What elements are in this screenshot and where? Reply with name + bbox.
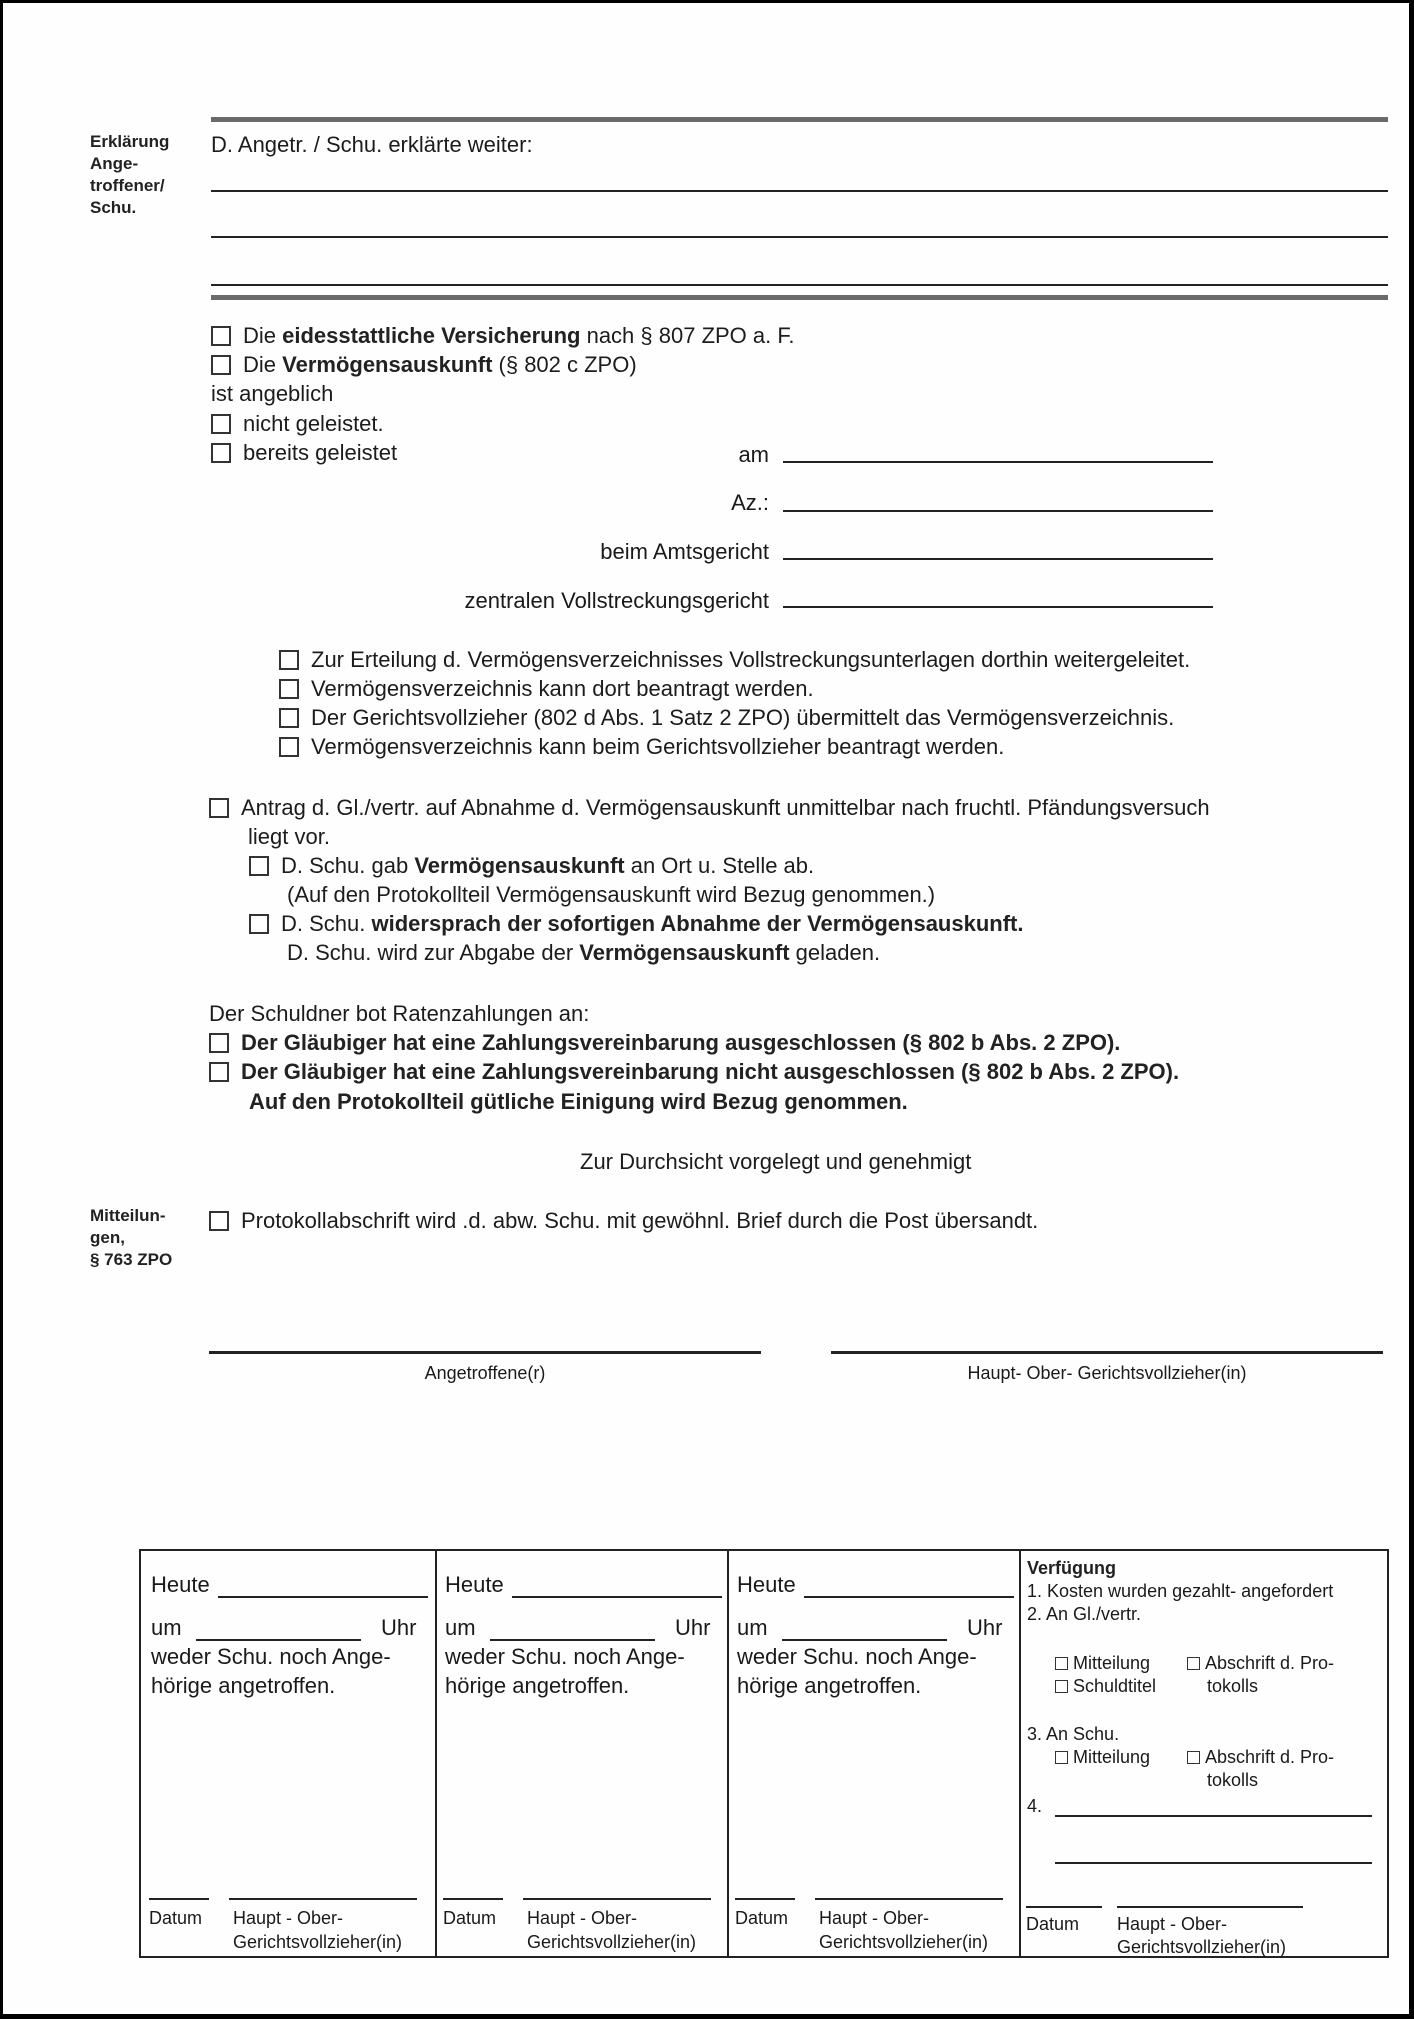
side-label-line: § 763 ZPO bbox=[90, 1250, 173, 1269]
option-text: Protokollabschrift wird .d. abw. Schu. mit gewöhnl. Brief durch die Post übersandt. bbox=[241, 1208, 1039, 1233]
verfuegung-item-4: 4. bbox=[1027, 1796, 1043, 1816]
option-zahlungsvereinbarung-nicht-ausgeschlossen[interactable] bbox=[209, 1059, 1179, 1085]
checkbox[interactable] bbox=[249, 856, 269, 876]
option-text: D. Schu. gab bbox=[281, 853, 415, 878]
raten-opt2-note: Auf den Protokollteil gütliche Einigung wird Bezug genommen. bbox=[249, 1089, 908, 1114]
option-text-bold: widersprach der sofortigen Abnahme der Vermögensauskunft. bbox=[371, 911, 1024, 936]
checkbox[interactable] bbox=[211, 326, 231, 346]
option-text: D. Schu. bbox=[281, 911, 372, 936]
visit-text-line2: hörige angetroffen. bbox=[737, 1673, 922, 1698]
amtsgericht-field[interactable] bbox=[783, 558, 1213, 560]
abschrift-schu-continuation: tokolls bbox=[1207, 1770, 1259, 1790]
option-mitteilung-gl[interactable] bbox=[1055, 1652, 1150, 1674]
sub-option[interactable] bbox=[279, 705, 1174, 731]
datum-label: Datum bbox=[149, 1908, 203, 1928]
section-bottom-rule bbox=[211, 295, 1388, 300]
datum-field[interactable] bbox=[149, 1898, 209, 1900]
az-field[interactable] bbox=[783, 510, 1213, 512]
option-text: Abschrift d. Pro- bbox=[1205, 1747, 1335, 1767]
option-text-bold: Der Gläubiger hat eine Zahlungsvereinbarung nicht ausgeschlossen (§ 802 b Abs. 2 ZPO). bbox=[241, 1059, 1180, 1084]
note-text: geladen. bbox=[789, 940, 881, 965]
am-field[interactable] bbox=[783, 461, 1213, 463]
sub-option[interactable] bbox=[279, 734, 1004, 760]
option-text: Schuldtitel bbox=[1073, 1676, 1157, 1696]
ist-angeblich-label: ist angeblich bbox=[211, 381, 334, 406]
statement-line-1[interactable] bbox=[211, 190, 1388, 192]
option-text: (§ 802 c ZPO) bbox=[492, 352, 637, 377]
checkbox[interactable] bbox=[209, 1211, 229, 1231]
checkbox[interactable] bbox=[209, 1062, 229, 1082]
option-abschrift-gl[interactable] bbox=[1187, 1652, 1334, 1674]
checkbox[interactable] bbox=[279, 679, 299, 699]
raten-heading: Der Schuldner bot Ratenzahlungen an: bbox=[209, 1001, 590, 1026]
option-text: Die bbox=[243, 323, 283, 348]
option-abschrift-schu[interactable] bbox=[1187, 1746, 1334, 1768]
antrag-opt1-note: (Auf den Protokollteil Vermögensauskunft wird Bezug genommen.) bbox=[287, 882, 936, 907]
checkbox[interactable] bbox=[1187, 1657, 1200, 1670]
checkbox[interactable] bbox=[209, 1033, 229, 1053]
az-label: Az.: bbox=[731, 490, 769, 515]
section-top-rule bbox=[211, 117, 1388, 122]
sub-option[interactable] bbox=[279, 676, 814, 702]
side-label-line: gen, bbox=[90, 1228, 125, 1247]
checkbox[interactable] bbox=[279, 708, 299, 728]
heute-label: Heute bbox=[151, 1572, 210, 1597]
uhr-field[interactable] bbox=[782, 1639, 947, 1641]
visit-text-line1: weder Schu. noch Ange- bbox=[445, 1644, 685, 1669]
uhr-field[interactable] bbox=[490, 1639, 655, 1641]
erklaerung-heading: D. Angetr. / Schu. erklärte weiter: bbox=[211, 132, 533, 157]
signature-field[interactable] bbox=[1117, 1906, 1303, 1908]
visit-table bbox=[139, 1549, 1389, 1958]
signature-label-1: Haupt - Ober- bbox=[819, 1908, 930, 1928]
signature-label-2: Gerichtsvollzieher(in) bbox=[819, 1932, 989, 1952]
heute-field[interactable] bbox=[804, 1596, 1014, 1598]
option-text: Vermögensverzeichnis kann dort beantragt werden. bbox=[311, 676, 814, 701]
signature-label-gerichtsvollzieher: Haupt- Ober- Gerichtsvollzieher(in) bbox=[967, 1363, 1247, 1383]
signature-label-1: Haupt - Ober- bbox=[233, 1908, 344, 1928]
vollstreckungsgericht-field[interactable] bbox=[783, 606, 1213, 608]
checkbox[interactable] bbox=[211, 355, 231, 375]
note-text: D. Schu. wird zur Abgabe der bbox=[287, 940, 580, 965]
option-text: Abschrift d. Pro- bbox=[1205, 1653, 1335, 1673]
side-label-line: Ange- bbox=[90, 154, 139, 173]
checkbox[interactable] bbox=[211, 414, 231, 434]
option-text: Vermögensverzeichnis kann beim Gerichtsvollzieher beantragt werden. bbox=[311, 734, 1005, 759]
item-4-field-1[interactable] bbox=[1055, 1815, 1372, 1817]
side-label-line: Mitteilun- bbox=[90, 1206, 166, 1225]
visit-text-line1: weder Schu. noch Ange- bbox=[151, 1644, 391, 1669]
uhr-field[interactable] bbox=[196, 1639, 361, 1641]
datum-field[interactable] bbox=[1026, 1906, 1102, 1908]
option-text: nach § 807 ZPO a. F. bbox=[580, 323, 795, 348]
verfuegung-item-2: 2. An Gl./vertr. bbox=[1027, 1604, 1142, 1624]
option-text: Antrag d. Gl./vertr. auf Abnahme d. Vermögensauskunft unmittelbar nach fruchtl. Pfändungsversuch bbox=[241, 795, 1210, 820]
signature-label-2: Gerichtsvollzieher(in) bbox=[527, 1932, 697, 1952]
option-protokollabschrift[interactable] bbox=[209, 1208, 1038, 1234]
uhr-label: Uhr bbox=[675, 1615, 711, 1640]
option-eidesstattliche-versicherung[interactable] bbox=[211, 323, 794, 349]
signature-label-1: Haupt - Ober- bbox=[1117, 1914, 1228, 1934]
statement-line-2[interactable] bbox=[211, 236, 1388, 238]
option-text-bold: eidesstattliche Versicherung bbox=[282, 323, 581, 348]
signature-label-2: Gerichtsvollzieher(in) bbox=[1117, 1937, 1287, 1957]
heute-field[interactable] bbox=[512, 1596, 722, 1598]
option-text: Mitteilung bbox=[1073, 1747, 1151, 1767]
note-text-bold: Vermögensauskunft bbox=[579, 940, 790, 965]
datum-field[interactable] bbox=[443, 1898, 503, 1900]
option-widerspruch[interactable] bbox=[249, 911, 1023, 937]
signature-label-1: Haupt - Ober- bbox=[527, 1908, 638, 1928]
option-mitteilung-schu[interactable] bbox=[1055, 1746, 1150, 1768]
uhr-label: Uhr bbox=[967, 1615, 1003, 1640]
antrag-opt2-note bbox=[287, 940, 880, 966]
option-antrag[interactable] bbox=[209, 795, 1210, 821]
mitteilungen-side-label bbox=[90, 1205, 172, 1271]
option-text: Der Gerichtsvollzieher (802 d Abs. 1 Satz 2 ZPO) übermittelt das Vermögensverzeichnis. bbox=[311, 705, 1175, 730]
checkbox[interactable] bbox=[279, 650, 299, 670]
sub-option[interactable] bbox=[279, 647, 1190, 673]
uhr-label: Uhr bbox=[381, 1615, 417, 1640]
heute-label: Heute bbox=[445, 1572, 504, 1597]
signature-label-2: Gerichtsvollzieher(in) bbox=[233, 1932, 403, 1952]
am-label: am bbox=[738, 442, 769, 467]
side-label-line: troffener/ bbox=[90, 176, 165, 195]
side-label-line: Erklärung bbox=[90, 132, 170, 151]
option-text: Mitteilung bbox=[1073, 1653, 1151, 1673]
checkbox[interactable] bbox=[211, 443, 231, 463]
verfuegung-item-1: 1. Kosten wurden gezahlt- angefordert bbox=[1027, 1581, 1334, 1601]
option-vermoegensauskunft[interactable] bbox=[211, 352, 637, 378]
checkbox[interactable] bbox=[1187, 1751, 1200, 1764]
item-4-field-2[interactable] bbox=[1055, 1862, 1372, 1864]
option-text: bereits geleistet bbox=[243, 440, 398, 465]
form-page bbox=[3, 3, 1409, 2014]
visit-column-2 bbox=[435, 1551, 729, 1956]
datum-label: Datum bbox=[1026, 1914, 1080, 1934]
visit-text-line2: hörige angetroffen. bbox=[445, 1673, 630, 1698]
option-zahlungsvereinbarung-ausgeschlossen[interactable] bbox=[209, 1030, 1120, 1056]
signature-line-gerichtsvollzieher[interactable] bbox=[831, 1351, 1383, 1354]
signature-line-angetroffene[interactable] bbox=[209, 1351, 761, 1354]
signature-field[interactable] bbox=[523, 1898, 711, 1900]
verfuegung-column bbox=[1019, 1551, 1389, 1956]
datum-label: Datum bbox=[443, 1908, 497, 1928]
datum-label: Datum bbox=[735, 1908, 789, 1928]
option-nicht-geleistet[interactable] bbox=[211, 411, 384, 437]
um-label: um bbox=[445, 1615, 476, 1640]
statement-line-3[interactable] bbox=[211, 284, 1388, 286]
option-text-bold: Der Gläubiger hat eine Zahlungsvereinbarung ausgeschlossen (§ 802 b Abs. 2 ZPO). bbox=[241, 1030, 1121, 1055]
visit-column-1 bbox=[141, 1551, 435, 1956]
option-schuldtitel[interactable] bbox=[1055, 1675, 1156, 1697]
option-vermoegensauskunft-abgegeben[interactable] bbox=[249, 853, 814, 879]
amtsgericht-label: beim Amtsgericht bbox=[600, 539, 769, 564]
option-text: Zur Erteilung d. Vermögensverzeichnisses Vollstreckungsunterlagen dorthin weitergeleitet. bbox=[311, 647, 1191, 672]
durchsicht-text: Zur Durchsicht vorgelegt und genehmigt bbox=[580, 1149, 972, 1174]
checkbox[interactable] bbox=[209, 798, 229, 818]
side-label-line: Schu. bbox=[90, 198, 137, 217]
checkbox[interactable] bbox=[1055, 1680, 1068, 1693]
checkbox[interactable] bbox=[1055, 1751, 1068, 1764]
checkbox[interactable] bbox=[249, 914, 269, 934]
abschrift-gl-continuation: tokolls bbox=[1207, 1676, 1259, 1696]
option-text-bold: Vermögensauskunft bbox=[414, 853, 625, 878]
heute-label: Heute bbox=[737, 1572, 796, 1597]
option-text-bold: Vermögensauskunft bbox=[282, 352, 493, 377]
erklaerung-side-label bbox=[90, 131, 169, 219]
verfuegung-item-3: 3. An Schu. bbox=[1027, 1724, 1120, 1744]
checkbox[interactable] bbox=[1055, 1657, 1068, 1670]
vollstreckungsgericht-label: zentralen Vollstreckungsgericht bbox=[464, 588, 769, 613]
option-bereits-geleistet[interactable] bbox=[211, 440, 397, 466]
signature-label-angetroffene: Angetroffene(r) bbox=[424, 1363, 546, 1383]
signature-field[interactable] bbox=[815, 1898, 1003, 1900]
verfuegung-title: Verfügung bbox=[1027, 1558, 1116, 1578]
checkbox[interactable] bbox=[279, 737, 299, 757]
option-text: an Ort u. Stelle ab. bbox=[624, 853, 815, 878]
option-text: Die bbox=[243, 352, 283, 377]
datum-field[interactable] bbox=[735, 1898, 795, 1900]
visit-text-line1: weder Schu. noch Ange- bbox=[737, 1644, 977, 1669]
signature-field[interactable] bbox=[229, 1898, 417, 1900]
um-label: um bbox=[737, 1615, 768, 1640]
antrag-line2: liegt vor. bbox=[248, 824, 330, 849]
option-text: nicht geleistet. bbox=[243, 411, 384, 436]
heute-field[interactable] bbox=[218, 1596, 428, 1598]
visit-column-3 bbox=[727, 1551, 1021, 1956]
um-label: um bbox=[151, 1615, 182, 1640]
visit-text-line2: hörige angetroffen. bbox=[151, 1673, 336, 1698]
